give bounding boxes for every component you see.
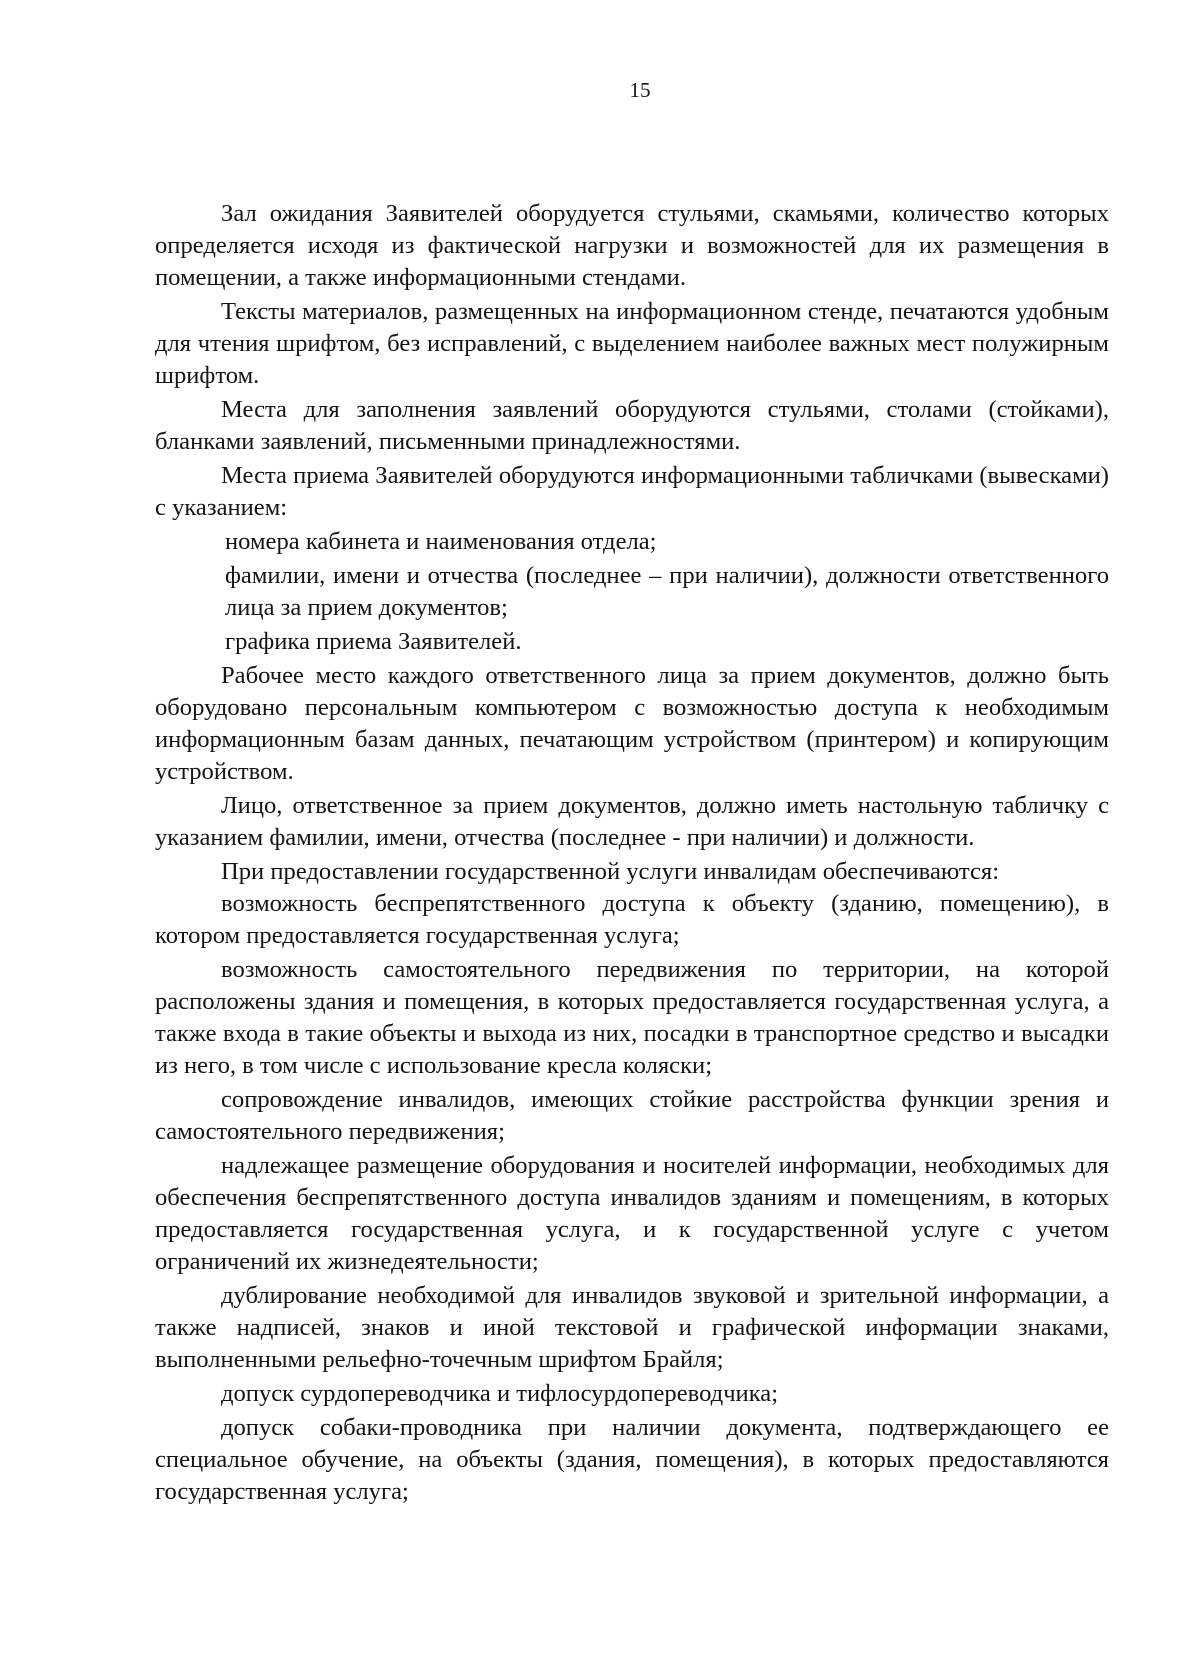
paragraph-desk-sign: Лицо, ответственное за прием документов, должно иметь настольную табличку с указанием фамилии, имени, отчества (последнее - при наличии) и должности. bbox=[155, 792, 1109, 851]
paragraph-waiting-hall: Зал ожидания Заявителей оборудуется стульями, скамьями, количество которых определяется исходя из фактической нагрузки и возможностей для их размещения в помещении, а также информационными стендами. bbox=[155, 200, 1109, 291]
paragraph-independent-movement: возможность самостоятельного передвижения по территории, на которой расположены здания и помещения, в которых предоставляется государственная услуга, а также входа в такие объекты и выхода из них, посадки в транспортное средство и высадки из него, в том числе с использование кресла коляски; bbox=[155, 956, 1109, 1079]
paragraph-equipment-placement: надлежащее размещение оборудования и носителей информации, необходимых для обеспечения беспрепятственного доступа инвалидов зданиям и помещениям, в которых предоставляется государственная услуга, и к государственной услуге с учетом ограничений их жизнедеятельности; bbox=[155, 1152, 1109, 1275]
paragraph-reception-places: Места приема Заявителей оборудуются информационными табличками (вывесками) с указанием: bbox=[155, 462, 1109, 521]
list-item-cabinet-number: номера кабинета и наименования отдела; bbox=[225, 528, 657, 555]
paragraph-application-places: Места для заполнения заявлений оборудуются стульями, столами (стойками), бланками заявлений, письменными принадлежностями. bbox=[155, 396, 1109, 455]
paragraph-sign-interpreter: допуск сурдопереводчика и тифлосурдопереводчика; bbox=[221, 1380, 779, 1407]
page-number: 15 bbox=[629, 78, 651, 102]
paragraph-unobstructed-access: возможность беспрепятственного доступа к объекту (зданию, помещению), в котором предоставляется государственная услуга; bbox=[155, 890, 1109, 949]
paragraph-braille-duplication: дублирование необходимой для инвалидов звуковой и зрительной информации, а также надписей, знаков и иной текстовой и графической информации знаками, выполненными рельефно-точечным шрифтом Брайля; bbox=[155, 1282, 1109, 1373]
paragraph-guide-dog: допуск собаки-проводника при наличии документа, подтверждающего ее специальное обучение, на объекты (здания, помещения), в которых предоставляются государственная услуга; bbox=[155, 1414, 1109, 1505]
list-item-responsible-person: фамилии, имени и отчества (последнее – при наличии), должности ответственного лица за прием документов; bbox=[225, 562, 1109, 621]
paragraph-disabled-provisions: При предоставлении государственной услуги инвалидам обеспечиваются: bbox=[221, 858, 1000, 885]
paragraph-accompaniment: сопровождение инвалидов, имеющих стойкие расстройства функции зрения и самостоятельного передвижения; bbox=[155, 1086, 1109, 1145]
paragraph-stand-texts: Тексты материалов, размещенных на информационном стенде, печатаются удобным для чтения шрифтом, без исправлений, с выделением наиболее важных мест полужирным шрифтом. bbox=[155, 298, 1109, 389]
list-item-reception-schedule: графика приема Заявителей. bbox=[225, 628, 522, 655]
paragraph-workplace: Рабочее место каждого ответственного лица за прием документов, должно быть оборудовано персональным компьютером с возможностью доступа к необходимым информационным базам данных, печатающим устройством (принтером) и копирующим устройством. bbox=[155, 662, 1109, 785]
document-body bbox=[155, 198, 1109, 1510]
